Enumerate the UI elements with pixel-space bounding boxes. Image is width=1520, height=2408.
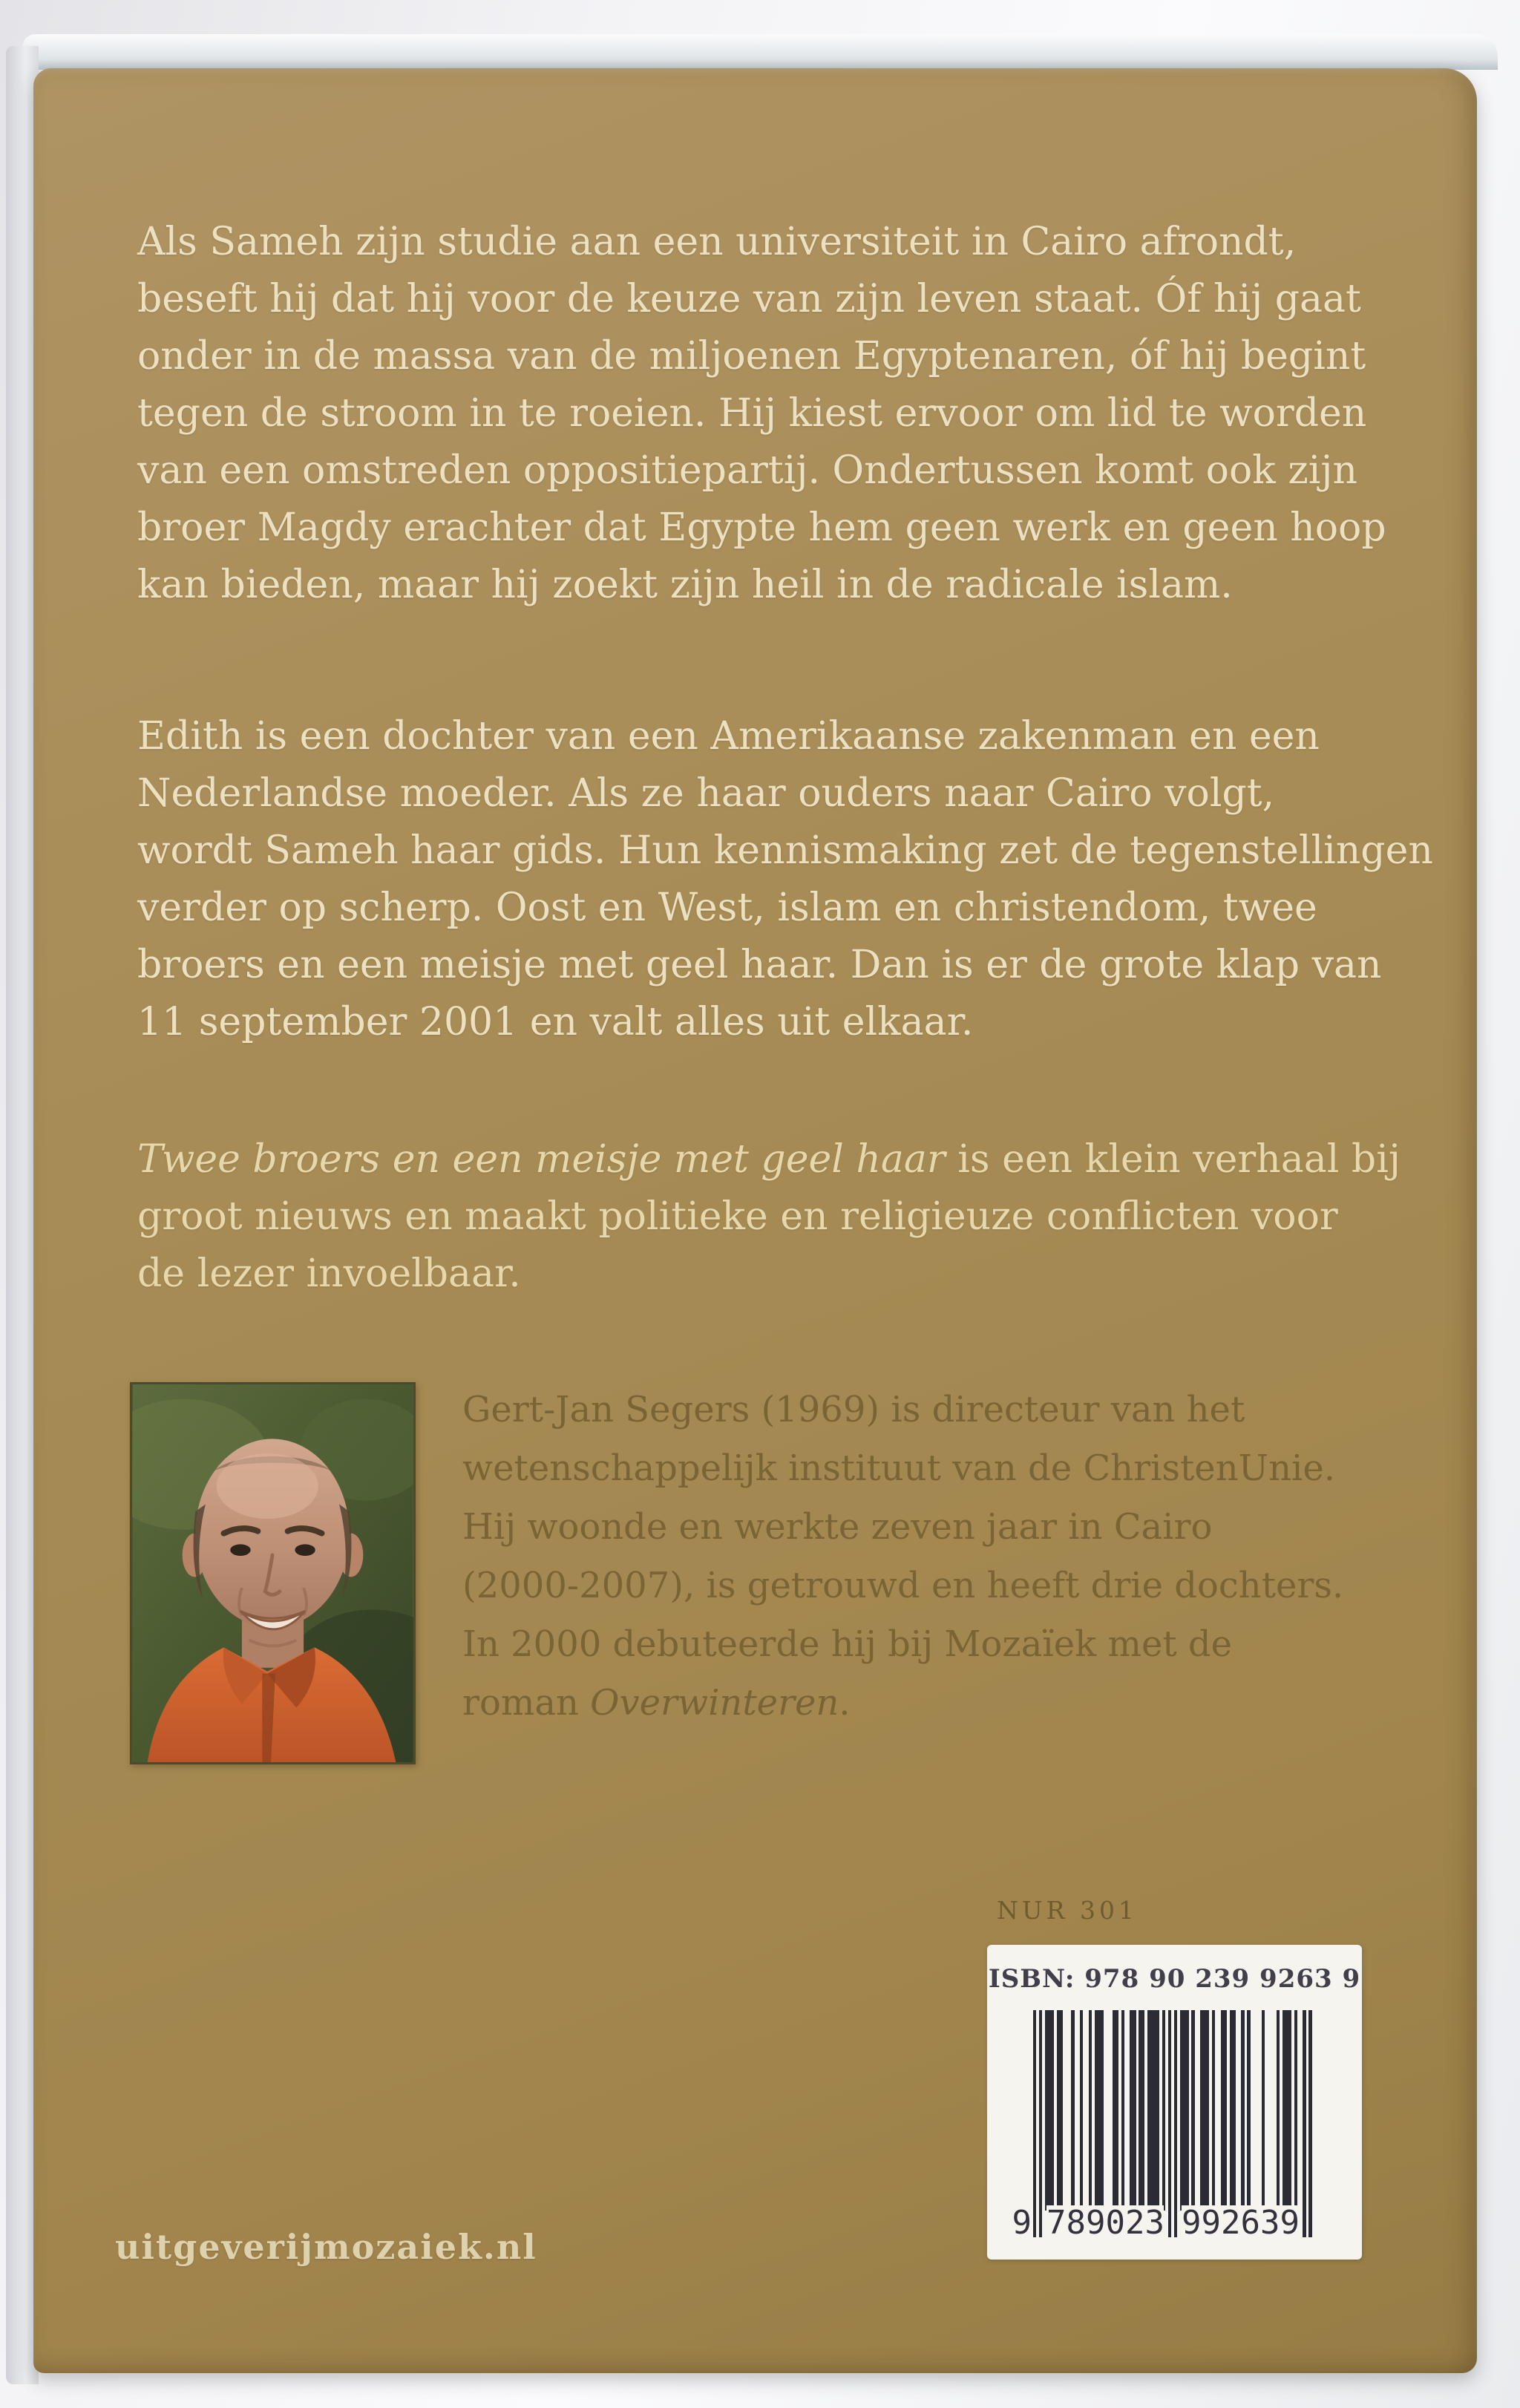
barcode-bar [1101,2010,1104,2211]
blurb-line: de lezer invoelbaar. [137,1252,521,1296]
back-cover [33,68,1477,2373]
isbn-text: ISBN: 978 90 239 9263 9 [988,1964,1361,1994]
author-photo [130,1382,416,1764]
bio-line: (2000-2007), is getrouwd en heeft drie dochters. [462,1565,1344,1606]
book-page-edge-top [22,34,1498,70]
bio-line: wetenschappelijk instituut van de ChristenUnie. [462,1447,1335,1489]
nur-code: NUR 301 [997,1896,1139,1925]
barcode-bar [1185,2010,1188,2211]
bio-line [462,1674,1343,1733]
barcode-bar [1089,2010,1092,2211]
synopsis-paragraph-2 [137,708,1433,1051]
blurb-text: is een klein verhaal bij [945,1137,1401,1182]
bio-text: roman [462,1682,591,1724]
bio-line: Hij woonde en werkte zeven jaar in Cairo [462,1506,1213,1548]
author-bio [462,1381,1343,1733]
synopsis-line: tegen de stroom in te roeien. Hij kiest ervoor om lid te worden [137,391,1367,436]
synopsis-line: broer Magdy erachter dat Egypte hem geen werk en geen hoop [137,506,1386,550]
barcode-bar [1071,2010,1074,2211]
synopsis-line: Als Sameh zijn studie aan een universiteit in Cairo afrondt, [137,220,1297,264]
barcode-bar [1294,2010,1297,2211]
barcode-bar [1156,2010,1159,2211]
book-title-italic: Twee broers en een meisje met geel haar [137,1137,946,1182]
bio-text: . [839,1682,851,1724]
synopsis-line: onder in de massa van de miljoenen Egyptenaren, óf hij begint [137,334,1366,379]
barcode-bar [1277,2010,1280,2211]
barcode-bar [1162,2010,1165,2211]
barcode-bar [1288,2010,1291,2211]
synopsis-line: 11 september 2001 en valt alles uit elkaar. [137,1000,974,1044]
barcode-bar [1206,2010,1209,2211]
barcode-number-group: 992639 [1182,2204,1300,2242]
barcode-bar [1233,2010,1236,2211]
synopsis-line: beseft hij dat hij voor de keuze van zijn leven staat. Óf hij gaat [137,277,1361,321]
barcode-bar [1116,2010,1118,2211]
barcode-bar [1174,2010,1177,2237]
synopsis-paragraph-1 [137,214,1386,614]
barcode-number-group: 9 [1012,2204,1032,2242]
barcode-bar [1141,2010,1144,2211]
synopsis-line: kan bieden, maar hij zoekt zijn heil in de radicale islam. [137,563,1233,607]
barcode-bar [1133,2010,1136,2211]
author-portrait-illustration [132,1384,413,1762]
barcode-bar [1262,2010,1265,2211]
bio-line: Gert-Jan Segers (1969) is directeur van het [462,1389,1245,1430]
barcode-bar [1080,2010,1083,2211]
barcode-bar [1191,2010,1194,2211]
publisher-website: uitgeverijmozaiek.nl [115,2227,537,2267]
blurb-line [137,1131,1401,1188]
blurb-line: groot nieuws en maakt politieke en religieuze conflicten voor [137,1194,1338,1239]
bio-line: In 2000 debuteerde hij bij Mozaïek met de [462,1623,1233,1665]
synopsis-line: Edith is een dochter van een Amerikaanse zakenman en een [137,714,1320,759]
barcode-bar [1212,2010,1215,2211]
barcode-bar [1247,2010,1250,2211]
isbn-barcode-label [987,1945,1362,2260]
synopsis-line: Nederlandse moeder. Als ze haar ouders naar Cairo volgt, [137,771,1275,816]
synopsis-line: wordt Sameh haar gids. Hun kennismaking zet de tegenstellingen [137,828,1433,873]
barcode-bar [1033,2010,1036,2237]
barcode-bar [1241,2010,1244,2211]
barcode-bar [1224,2010,1227,2211]
synopsis-line: broers en een meisje met geel haar. Dan is er de grote klap van [137,943,1382,987]
barcode-bar [1303,2010,1306,2237]
barcode-bar [1121,2010,1124,2211]
barcode-bar [1060,2010,1063,2211]
barcode-number-group: 789023 [1046,2204,1164,2242]
barcode-bar [1039,2010,1042,2237]
blurb-paragraph [137,1131,1401,1303]
barcode-bar [1051,2010,1054,2211]
barcode-bar [1168,2010,1171,2237]
debut-novel-title-italic: Overwinteren [590,1682,839,1724]
synopsis-line: van een omstreden oppositiepartij. Ondertussen komt ook zijn [137,448,1357,493]
synopsis-line: verder op scherp. Oost en West, islam en christendom, twee [137,886,1317,930]
barcode-bar [1308,2010,1311,2237]
